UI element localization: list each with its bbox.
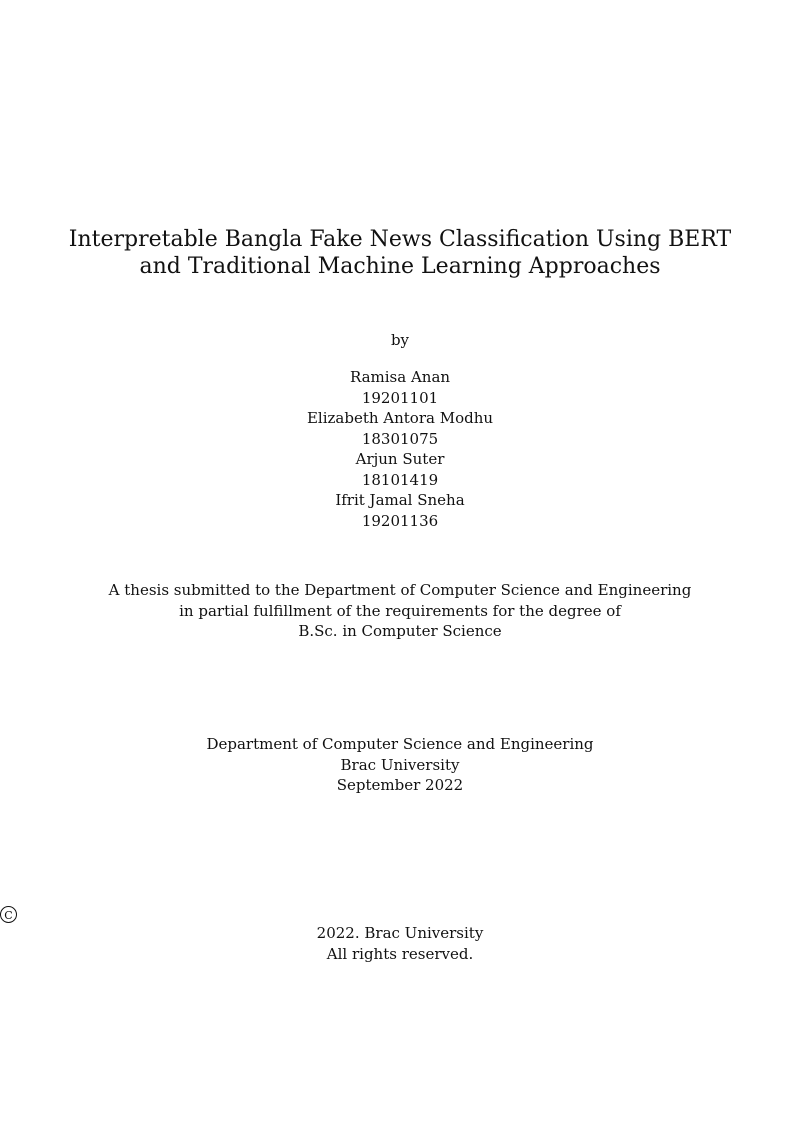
author-list xyxy=(0,367,800,531)
author-name: Ifrit Jamal Sneha xyxy=(335,491,465,509)
author-id: 19201101 xyxy=(361,388,439,407)
thesis-title xyxy=(0,226,800,280)
submission-statement xyxy=(0,580,800,642)
by-label: by xyxy=(390,331,410,349)
copyright-text: 2022. Brac University xyxy=(316,924,484,942)
author-id: 18101419 xyxy=(361,470,439,489)
submission-line-1: A thesis submitted to the Department of Computer Science and Engineering xyxy=(108,581,692,599)
copyright-line xyxy=(0,906,800,944)
copyright-notice xyxy=(0,906,800,965)
thesis-title-line-1: Interpretable Bangla Fake News Classification Using BERT xyxy=(68,227,732,252)
submission-line-2: in partial fulfillment of the requirements for the degree of xyxy=(179,601,621,620)
rights-reserved: All rights reserved. xyxy=(326,945,474,963)
affiliation xyxy=(0,734,800,796)
author-name: Ramisa Anan xyxy=(349,368,451,386)
department-name: Department of Computer Science and Engineering xyxy=(206,735,594,753)
copyright-icon: C xyxy=(0,906,17,923)
author-name: Elizabeth Antora Modhu xyxy=(306,409,494,427)
submission-date: September 2022 xyxy=(336,776,464,794)
author-name: Arjun Suter xyxy=(355,450,445,468)
thesis-title-line-2: and Traditional Machine Learning Approaches xyxy=(139,254,661,279)
submission-line-3: B.Sc. in Computer Science xyxy=(298,622,502,640)
author-id: 19201136 xyxy=(361,511,439,530)
university-name: Brac University xyxy=(340,755,460,774)
author-id: 18301075 xyxy=(361,429,439,448)
